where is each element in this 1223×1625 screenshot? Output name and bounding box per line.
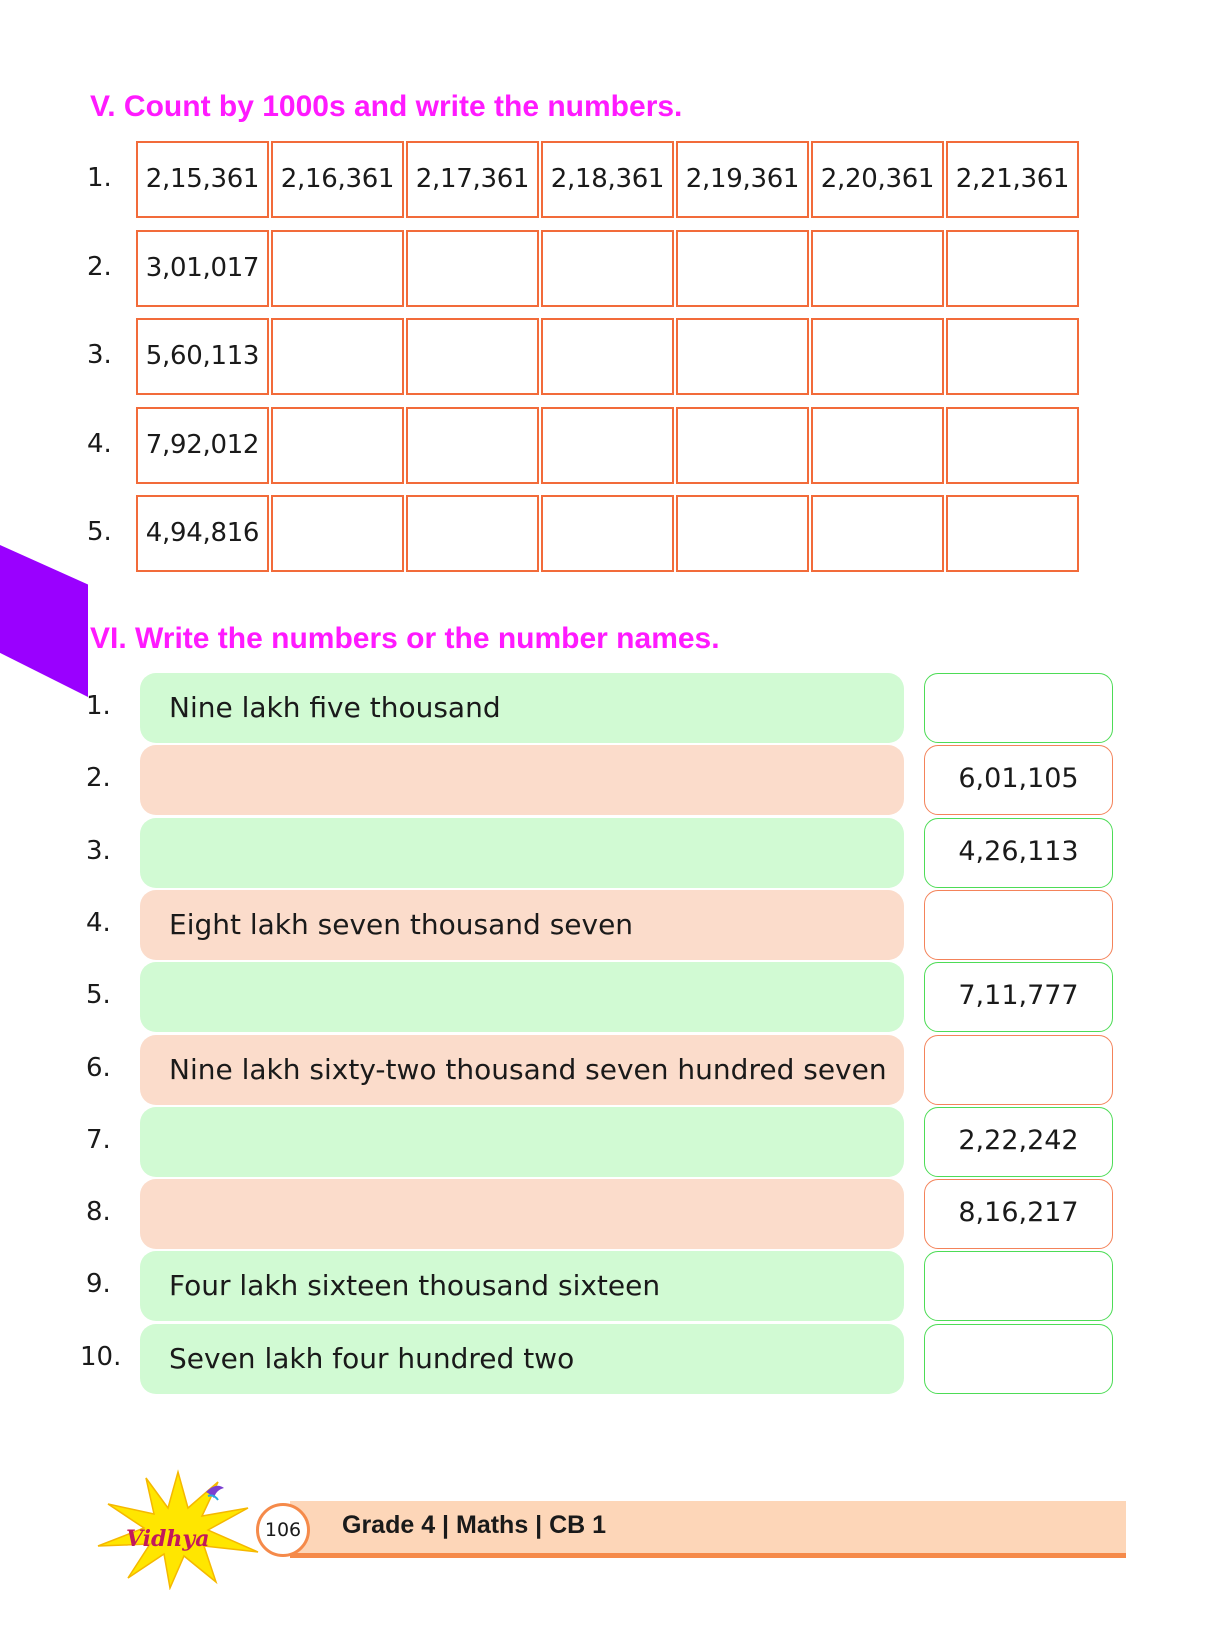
answer-cell[interactable]: [946, 230, 1079, 307]
grid-row: [0, 495, 1223, 576]
row-number: 5.: [87, 517, 112, 547]
number-name-field: Eight lakh seven thousand seven: [140, 890, 904, 960]
grid-row: [0, 407, 1223, 488]
number-field[interactable]: [924, 1251, 1113, 1321]
row-number: 1.: [87, 163, 112, 193]
answer-cell[interactable]: [811, 230, 944, 307]
answer-cell[interactable]: [271, 407, 404, 484]
number-field: 4,26,113: [924, 818, 1113, 888]
answer-cell[interactable]: [406, 230, 539, 307]
number-name-field[interactable]: [140, 962, 904, 1032]
footer-label: Grade 4 | Maths | CB 1: [342, 1511, 607, 1539]
number-field: 6,01,105: [924, 745, 1113, 815]
row-number: 10.: [80, 1342, 122, 1372]
answer-cell[interactable]: [541, 407, 674, 484]
answer-cell[interactable]: [271, 495, 404, 572]
answer-cell[interactable]: [271, 318, 404, 395]
answer-cell[interactable]: [811, 407, 944, 484]
number-name-row: [0, 962, 1223, 1032]
start-number-cell: 5,60,113: [136, 318, 269, 395]
logo-text: Vidhya: [126, 1526, 210, 1552]
row-number: 3.: [87, 340, 112, 370]
number-field[interactable]: [924, 1035, 1113, 1105]
number-name-row: [0, 1251, 1223, 1321]
number-name-row: [0, 745, 1223, 815]
number-name-row: [0, 1035, 1223, 1105]
number-name-row: [0, 1324, 1223, 1394]
grid-row: [0, 141, 1223, 222]
row-number: 2.: [87, 252, 112, 282]
answer-cell[interactable]: [811, 318, 944, 395]
number-name-field: Four lakh sixteen thousand sixteen: [140, 1251, 904, 1321]
row-number: 2.: [86, 763, 111, 793]
start-number-cell: 4,94,816: [136, 495, 269, 572]
row-number: 5.: [86, 980, 111, 1010]
answer-cell[interactable]: 2,18,361: [541, 141, 674, 218]
answer-cell[interactable]: [406, 495, 539, 572]
answer-cell[interactable]: [676, 230, 809, 307]
answer-cell[interactable]: [946, 407, 1079, 484]
answer-cell[interactable]: [676, 495, 809, 572]
number-name-row: [0, 818, 1223, 888]
answer-cell[interactable]: [946, 495, 1079, 572]
grid-row: [0, 230, 1223, 311]
grid-row: [0, 318, 1223, 399]
number-field[interactable]: [924, 890, 1113, 960]
row-number: 4.: [86, 908, 111, 938]
answer-cell[interactable]: [811, 495, 944, 572]
number-name-row: [0, 1107, 1223, 1177]
row-number: 8.: [86, 1197, 111, 1227]
number-field[interactable]: [924, 673, 1113, 743]
row-number: 1.: [86, 691, 111, 721]
answer-cell[interactable]: 2,19,361: [676, 141, 809, 218]
number-field: 2,22,242: [924, 1107, 1113, 1177]
answer-cell[interactable]: [541, 495, 674, 572]
answer-cell[interactable]: [541, 230, 674, 307]
answer-cell[interactable]: [676, 407, 809, 484]
number-name-row: [0, 673, 1223, 743]
number-name-field[interactable]: [140, 745, 904, 815]
number-name-field[interactable]: [140, 1179, 904, 1249]
answer-cell[interactable]: 2,16,361: [271, 141, 404, 218]
row-number: 6.: [86, 1053, 111, 1083]
start-number-cell: 3,01,017: [136, 230, 269, 307]
section-v-title: V. Count by 1000s and write the numbers.: [90, 90, 683, 123]
number-name-field[interactable]: [140, 818, 904, 888]
number-name-field: Seven lakh four hundred two: [140, 1324, 904, 1394]
answer-cell[interactable]: [271, 230, 404, 307]
page-number: 106: [256, 1503, 310, 1557]
number-name-field: Nine lakh sixty-two thousand seven hundred seven: [140, 1035, 904, 1105]
row-number: 4.: [87, 429, 112, 459]
start-number-cell: 7,92,012: [136, 407, 269, 484]
answer-cell[interactable]: 2,21,361: [946, 141, 1079, 218]
number-name-row: [0, 890, 1223, 960]
row-number: 3.: [86, 836, 111, 866]
answer-cell[interactable]: [541, 318, 674, 395]
number-field: 7,11,777: [924, 962, 1113, 1032]
number-name-row: [0, 1179, 1223, 1249]
answer-cell[interactable]: [946, 318, 1079, 395]
number-field: 8,16,217: [924, 1179, 1113, 1249]
number-name-field: Nine lakh five thousand: [140, 673, 904, 743]
row-number: 9.: [86, 1269, 111, 1299]
number-field[interactable]: [924, 1324, 1113, 1394]
section-vi-title: VI. Write the numbers or the number names.: [90, 622, 720, 655]
row-number: 7.: [86, 1125, 111, 1155]
answer-cell[interactable]: [406, 407, 539, 484]
start-number-cell: 2,15,361: [136, 141, 269, 218]
answer-cell[interactable]: 2,20,361: [811, 141, 944, 218]
answer-cell[interactable]: [676, 318, 809, 395]
answer-cell[interactable]: 2,17,361: [406, 141, 539, 218]
number-name-field[interactable]: [140, 1107, 904, 1177]
answer-cell[interactable]: [406, 318, 539, 395]
